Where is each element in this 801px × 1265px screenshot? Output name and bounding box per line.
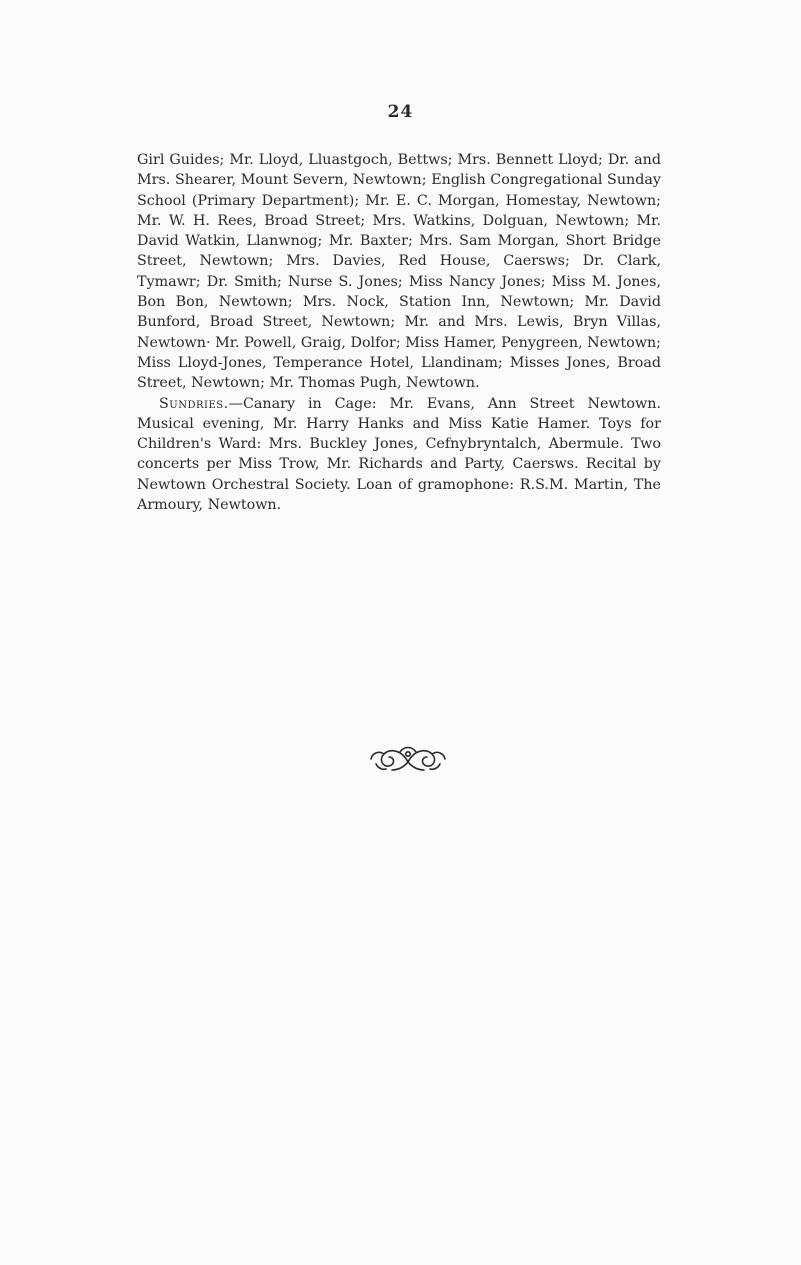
- sundries-paragraph: [137, 394, 661, 516]
- decorative-flourish-icon: [368, 740, 448, 776]
- page-number: 24: [387, 102, 414, 122]
- sundries-heading: Sundries.: [159, 395, 229, 412]
- sundries-text: —Canary in Cage: Mr. Evans, Ann Street Newtown. Musical evening, Mr. Harry Hanks and Miss Katie Hamer. Toys for Children's Ward: Mrs. Buckley Jones, Cefnybryntalch, Abermule. Two concerts per Miss Trow, Mr. Richards and Party, Caersws. Recital by Newtown Orchestral Society. Loan of gramophone: R.S.M. Martin, The Armoury, Newtown.: [137, 395, 661, 514]
- article-body: [137, 150, 661, 515]
- donors-paragraph: Girl Guides; Mr. Lloyd, Lluastgoch, Bettws; Mrs. Bennett Lloyd; Dr. and Mrs. Shearer, Mount Severn, Newtown; English Congregational Sunday School (Primary Department); Mr. E. C. Morgan, Homestay, Newtown; Mr. W. H. Rees, Broad Street; Mrs. Watkins, Dolguan, Newtown; Mr. David Watkin, Llanwnog; Mr. Baxter; Mrs. Sam Morgan, Short Bridge Street, Newtown; Mrs. Davies, Red House, Caersws; Dr. Clark, Tymawr; Dr. Smith; Nurse S. Jones; Miss Nancy Jones; Miss M. Jones, Bon Bon, Newtown; Mrs. Nock, Station Inn, Newtown; Mr. David Bunford, Broad Street, Newtown; Mr. and Mrs. Lewis, Bryn Villas, Newtown· Mr. Powell, Graig, Dolfor; Miss Hamer, Penygreen, Newtown; Miss Lloyd-Jones, Temperance Hotel, Llandinam; Misses Jones, Broad Street, Newtown; Mr. Thomas Pugh, Newtown.: [137, 152, 661, 392]
